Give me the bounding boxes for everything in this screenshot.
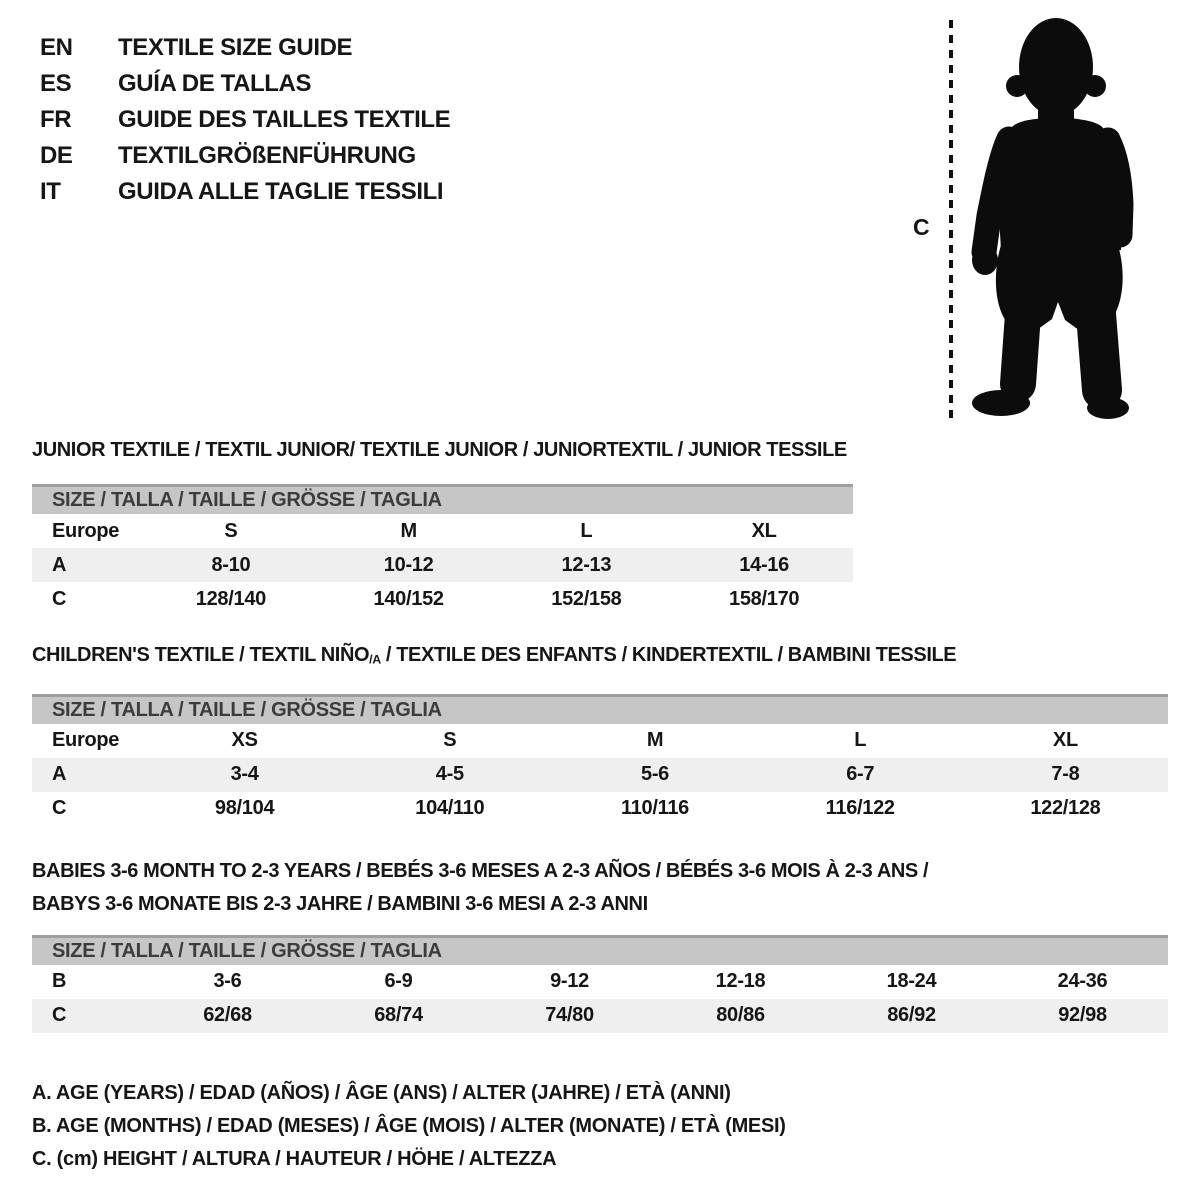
children-section-title <box>32 643 1168 672</box>
language-code: DE <box>40 142 73 169</box>
value-cell: 116/122 <box>825 797 895 820</box>
language-code: FR <box>40 106 72 133</box>
size-header-bar: SIZE / TALLA / TAILLE / GRÖSSE / TAGLIA <box>32 484 853 514</box>
value-cell: 74/80 <box>545 1004 594 1027</box>
value-cell: 98/104 <box>214 797 275 820</box>
value-cell: 158/170 <box>729 587 800 610</box>
value-cell: 5-6 <box>641 763 670 786</box>
size-header-bar: SIZE / TALLA / TAILLE / GRÖSSE / TAGLIA <box>32 935 1168 965</box>
value-cell: 10-12 <box>383 553 434 576</box>
row-label-cell: A <box>52 553 67 576</box>
value-cell: 3-4 <box>230 763 259 786</box>
junior-size-table <box>32 484 853 616</box>
legend-line-a: A. AGE (YEARS) / EDAD (AÑOS) / ÂGE (ANS) / ALTER (JAHRE) / ETÀ (ANNI) <box>32 1081 731 1104</box>
table-row-months <box>32 965 1168 999</box>
value-cell: 140/152 <box>373 587 444 610</box>
language-label: GUÍA DE TALLAS <box>118 70 312 97</box>
baby-silhouette <box>972 18 1129 419</box>
baby-silhouette-svg <box>905 14 1165 428</box>
value-cell: XS <box>231 729 258 752</box>
language-code: ES <box>40 70 72 97</box>
value-cell: M <box>646 729 664 752</box>
table-row-height <box>32 999 1168 1033</box>
value-cell: 7-8 <box>1051 763 1080 786</box>
value-cell: 8-10 <box>211 553 251 576</box>
value-cell: 68/74 <box>374 1004 423 1027</box>
language-label: TEXTILE SIZE GUIDE <box>118 34 353 61</box>
value-cell: 104/110 <box>415 797 485 820</box>
value-cell: 3-6 <box>213 970 242 993</box>
baby-figure <box>905 14 1165 428</box>
table-row-europe <box>32 514 853 548</box>
value-cell: 6-7 <box>846 763 875 786</box>
legend <box>32 1077 1168 1176</box>
table-row-age <box>32 758 1168 792</box>
babies-size-table <box>32 935 1168 1033</box>
value-cell: S <box>224 519 238 542</box>
children-title-prefix: CHILDREN'S TEXTILE / TEXTIL NIÑO <box>32 644 370 666</box>
value-cell: 122/128 <box>1030 797 1101 820</box>
row-label-cell: C <box>52 797 67 820</box>
legend-line-b: B. AGE (MONTHS) / EDAD (MESES) / ÂGE (MOIS) / ALTER (MONATE) / ETÀ (MESI) <box>32 1114 786 1137</box>
table-row-age <box>32 548 853 582</box>
legend-line-c: C. (cm) HEIGHT / ALTURA / HAUTEUR / HÖHE / ALTEZZA <box>32 1147 557 1170</box>
value-cell: 12-13 <box>561 553 612 576</box>
value-cell: 14-16 <box>739 553 789 576</box>
value-cell: L <box>580 519 593 542</box>
babies-section-title <box>32 855 1168 921</box>
table-row-height <box>32 792 1168 826</box>
value-cell: 110/116 <box>621 797 689 820</box>
language-label: GUIDA ALLE TAGLIE TESSILI <box>118 178 444 205</box>
size-header-bar: SIZE / TALLA / TAILLE / GRÖSSE / TAGLIA <box>32 694 1168 724</box>
children-size-table <box>32 694 1168 826</box>
junior-section-title: JUNIOR TEXTILE / TEXTIL JUNIOR/ TEXTILE JUNIOR / JUNIORTEXTIL / JUNIOR TESSILE <box>32 439 847 461</box>
value-cell: 6-9 <box>384 970 413 993</box>
value-cell: 92/98 <box>1058 1004 1107 1027</box>
value-cell: 18-24 <box>886 970 937 993</box>
language-code: IT <box>40 178 61 205</box>
row-label-cell: C <box>52 1004 67 1027</box>
language-label: TEXTILGRÖßENFÜHRUNG <box>118 142 416 169</box>
value-cell: 62/68 <box>203 1004 252 1027</box>
value-cell: 128/140 <box>195 587 266 610</box>
value-cell: XL <box>751 519 777 542</box>
value-cell: 152/158 <box>551 587 622 610</box>
babies-title-line1: BABIES 3-6 MONTH TO 2-3 YEARS / BEBÉS 3-6 MESES A 2-3 AÑOS / BÉBÉS 3-6 MOIS À 2-3 ANS / <box>32 859 929 882</box>
row-label-cell: Europe <box>52 519 120 542</box>
value-cell: M <box>400 519 417 542</box>
language-code: EN <box>40 34 73 61</box>
value-cell: 80/86 <box>716 1004 765 1027</box>
children-title-suffix: / TEXTILE DES ENFANTS / KINDERTEXTIL / BAMBINI TESSILE <box>380 644 957 666</box>
row-label-cell: C <box>52 587 67 610</box>
value-cell: S <box>443 729 457 752</box>
value-cell: XL <box>1052 729 1078 752</box>
value-cell: 4-5 <box>435 763 464 786</box>
value-cell: 9-12 <box>550 970 589 993</box>
value-cell: 24-36 <box>1057 970 1108 993</box>
language-label: GUIDE DES TAILLES TEXTILE <box>118 106 451 133</box>
table-row-europe <box>32 724 1168 758</box>
table-row-height <box>32 582 853 616</box>
row-label-cell: B <box>52 970 67 993</box>
height-label-c: C <box>913 214 930 240</box>
row-label-cell: Europe <box>52 729 120 752</box>
value-cell: 12-18 <box>715 970 766 993</box>
row-label-cell: A <box>52 763 67 786</box>
value-cell: 86/92 <box>887 1004 936 1027</box>
children-title-subscript: /A <box>369 652 381 667</box>
value-cell: L <box>854 729 867 752</box>
babies-title-line2: BABYS 3-6 MONATE BIS 2-3 JAHRE / BAMBINI 3-6 MESI A 2-3 ANNI <box>32 892 648 915</box>
